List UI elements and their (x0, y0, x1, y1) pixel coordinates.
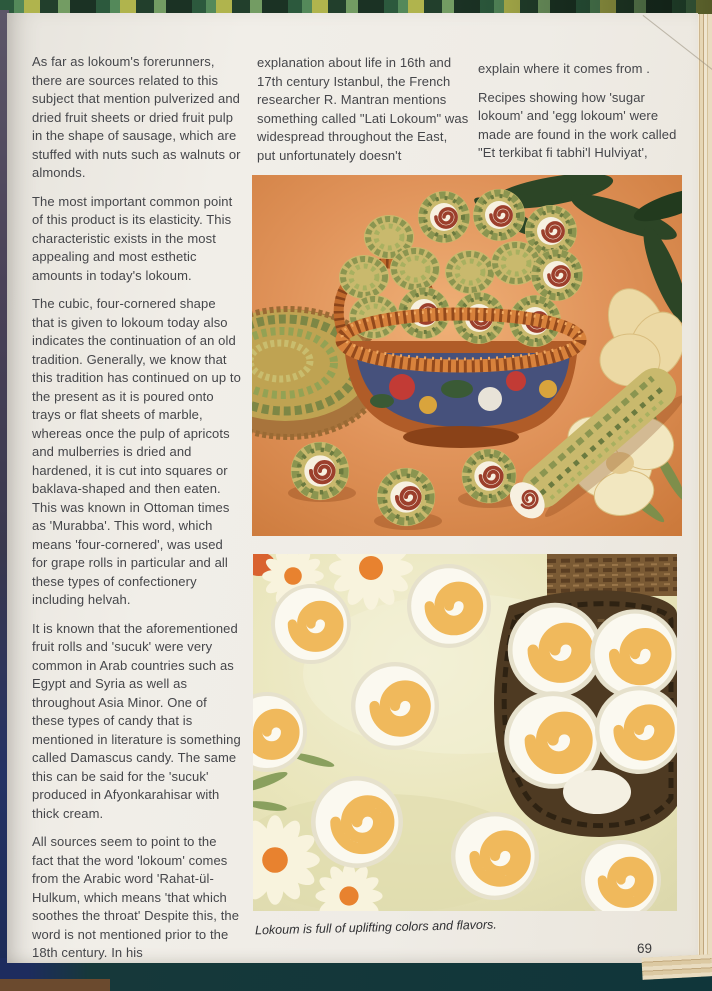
text-column-right (478, 60, 693, 173)
page-stack-edge (696, 14, 712, 974)
paragraph: explain where it comes from . (478, 61, 650, 76)
table-wood (0, 979, 110, 991)
paragraph: The most important common point of this product is its elasticity. This characteristic exists in the most appealing and most esthetic amounts in today's lokoum. (32, 193, 233, 283)
paragraph: All sources seem to point to the fact that the word 'lokoum' comes from the Arabic word 'Rahat-ül-Hulkum, which means 'that which soothes the throat' Despite this, the word is not mentioned prior to the 18th century. In his (32, 834, 240, 960)
bottom-page-edges (641, 954, 712, 980)
photo-pistachio-lokoum (252, 175, 682, 536)
paragraph: It is known that the aforementioned fruit rolls and 'sucuk' were very common in Arab countries such as Egypt and Syria as well as throughout Asia Minor. One of these types of candy that is mentioned in literature is something called Damascus candy. The same this can be said for the 'sucuk' produced in Afyonkarahisar with thick cream. (32, 620, 241, 821)
paragraph: As far as lokoum's forerunners, there are sources related to this subject that mention pulverized and dried fruit sheets or dried fruit pulp in the shape of sausage, which are stuffed with nuts such as walnuts or almonds. (32, 54, 241, 180)
paragraph: explanation about life in 16th and 17th century Istanbul, the French researcher R. Mantran mentions something called "Lati Lokoum" was widespread throughout the East, put unfortunately doesn't (257, 55, 469, 163)
magazine-page (7, 13, 698, 963)
text-column-middle (257, 54, 469, 175)
paragraph: Recipes showing how 'sugar lokoum' and 'egg lokoum' were made are found in the work called "Et terkibat fi tabhi'l Hulviyat', (478, 89, 677, 160)
photo-powdered-lokoum (253, 554, 677, 911)
paragraph: The cubic, four-cornered shape that is given to lokoum today also indicates the continuation of an old tradition. Generally, we know that this tradition has continued on up to the present as it is poured onto trays or flat sheets of marble, whereas once the pulp of apricots and mulberries is dried and hardened, it is cut into squares or baklava-shaped and then eaten. This was known in Ottoman times as 'Murabba'. This word, which means 'four-cornered', was used for grape rolls in particular and all these types of confectionery including helvah. (32, 296, 241, 607)
photo-caption: Lokoum is full of uplifting colors and flavors. (254, 917, 497, 938)
page-number: 69 (637, 941, 653, 956)
text-column-left (32, 53, 241, 973)
